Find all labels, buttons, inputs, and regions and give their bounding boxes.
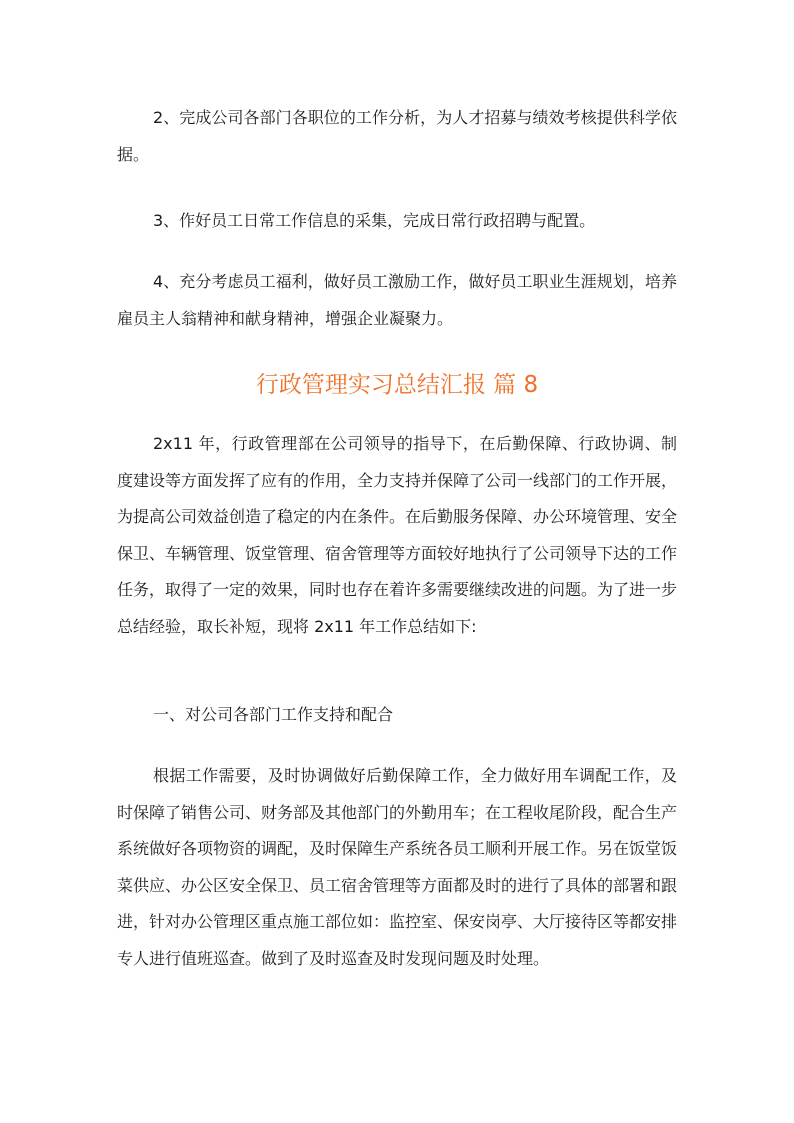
list-item-4: 4、充分考虑员工福利，做好员工激励工作，做好员工职业生涯规划，培养雇员主人翁精神和献身精神，增强企业凝聚力。 [117, 272, 677, 328]
body-paragraph-summary: 2x11 年，行政管理部在公司领导的指导下，在后勤保障、行政协调、制度建设等方面发挥了应有的作用，全力支持并保障了公司一线部门的工作开展，为提高公司效益创造了稳定的内在条件。在后勤服务保障、办公环境管理、安全保卫、车辆管理、饭堂管理、宿舍管理等方面较好地执行了公司领导下达的工作任务，取得了一定的效果，同时也存在着许多需要继续改进的问题。为了进一步总结经验，取长补短，现将 2x11 年工作总结如下: [117, 434, 678, 636]
section-subheading: 一、对公司各部门工作支持和配合 [153, 705, 394, 724]
section-title: 行政管理实习总结汇报 篇 8 [255, 372, 539, 398]
body-paragraph-support: 根据工作需要，及时协调做好后勤保障工作，全力做好用车调配工作，及时保障了销售公司、财务部及其他部门的外勤用车；在工程收尾阶段，配合生产系统做好各项物资的调配，及时保障生产系统各员工顺利开展工作。另在饭堂饭菜供应、办公区安全保卫、员工宿舍管理等方面都及时的进行了具体的部署和跟进，针对办公管理区重点施工部位如：监控室、保安岗亭、大厅接待区等都安排专人进行值班巡查。做到了及时巡查及时发现问题及时处理。 [117, 766, 678, 968]
list-item-3: 3、作好员工日常工作信息的采集，完成日常行政招聘与配置。 [153, 211, 596, 230]
list-item-2: 2、完成公司各部门各职位的工作分析，为人才招募与绩效考核提供科学依据。 [117, 108, 677, 164]
